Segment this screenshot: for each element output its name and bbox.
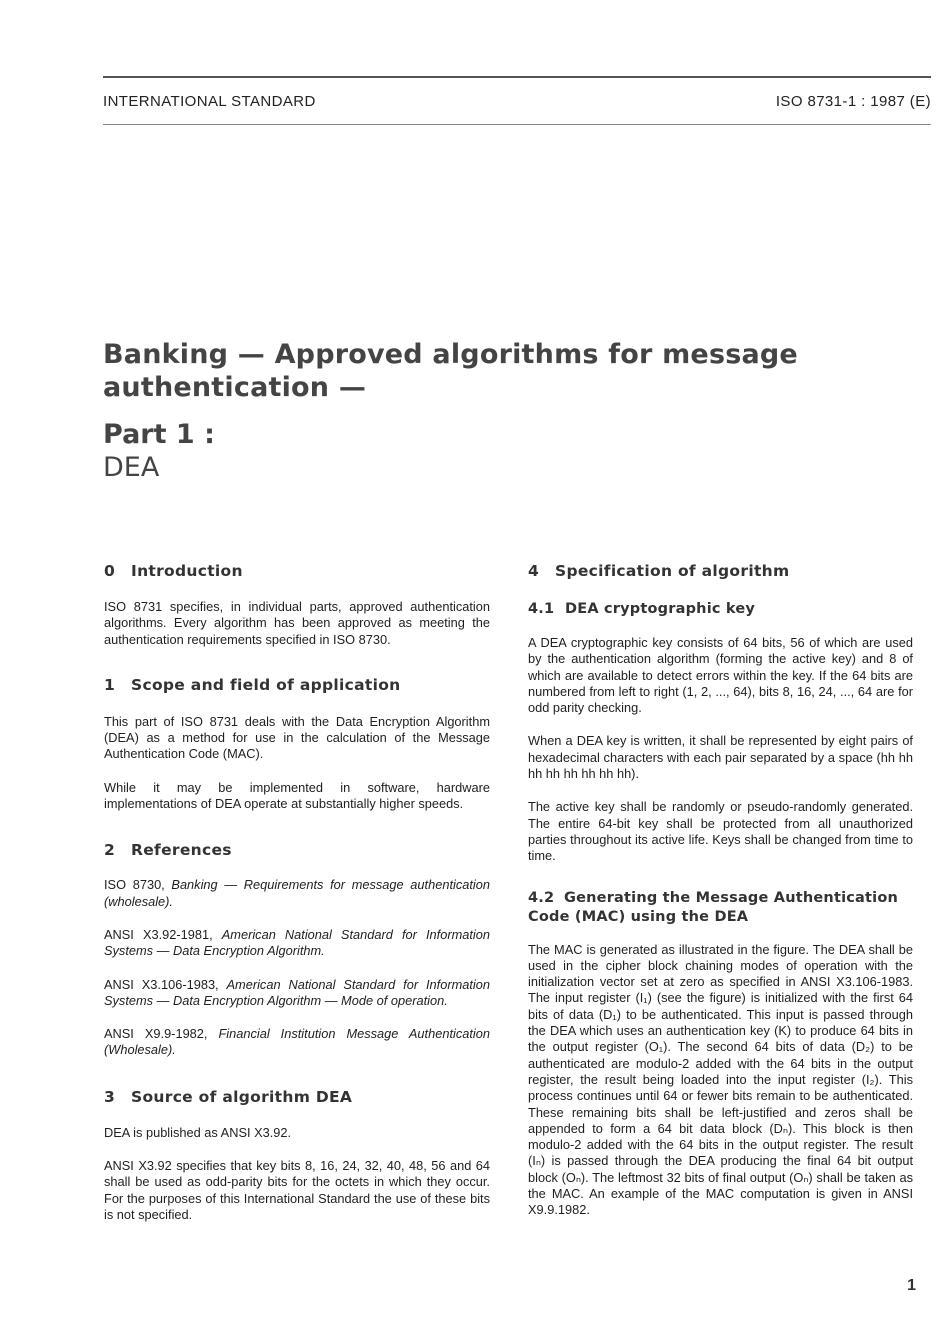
page-number: 1: [907, 1277, 916, 1294]
section-3-paragraph-1: DEA is published as ANSI X3.92.: [104, 1124, 292, 1140]
header-bottom-rule: [103, 124, 931, 125]
section-0-paragraph: ISO 8731 specifies, in individual parts, approved authentication algorithms. Every algorithm has been approved as meeting the authentication requirements specified in ISO 8730.: [104, 599, 490, 647]
section-4-1-paragraph-3: The active key shall be randomly or pseudo-randomly generated. The entire 64-bit key shall be protected from all unauthorized parties throughout its active life. Keys shall be changed from time to time.: [528, 799, 913, 864]
section-4-2-paragraph: The MAC is generated as illustrated in the figure. The DEA shall be used in the cipher block chaining modes of operation with the initialization vector set at zero as specified in ANSI X3.106-1983. The input register (I₁) (see the figure) is initialized with the first 64 bits of data (D₁) to be authenticated. This input is passed through the DEA which uses an authentication key (K) to produce 64 bits in the output register (O₁). The second 64 bits of data (D₂) to be authenticated are modulo-2 added with the 64 bits in the output register, the result being loaded into the input register (I₂). This process continues until 64 or fewer bits remain to be authenticated. These remaining bits shall be left-justified and zeros shall be appended to form a 64 bit data block (Dₙ). This block is then modulo-2 added with the 64 bits in the output register. The result (Iₙ) is passed through the DEA producing the final 64 bit output block (Oₙ). The leftmost 32 bits of final output (Oₙ) shall be taken as the MAC. An example of the MAC computation is given in ANSI X9.9.1982.: [528, 941, 913, 1218]
reference-item: ISO 8730, Banking — Requirements for message authentication (wholesale).: [104, 877, 490, 909]
reference-item: ANSI X3.106-1983, American National Standard for Information Systems — Data Encryption Algorithm — Mode of operation.: [104, 976, 490, 1008]
section-2-heading: 2 References: [104, 841, 232, 860]
standard-number: ISO 8731-1 : 1987 (E): [775, 93, 931, 110]
section-3-paragraph-2: ANSI X3.92 specifies that key bits 8, 16, 24, 32, 40, 48, 56 and 64 shall be used as odd-parity bits for the octets in which they occur. For the purposes of this International Standard the use of these bits is not specified.: [104, 1158, 490, 1222]
reference-item: ANSI X3.92-1981, American National Standard for Information Systems — Data Encryption Algorithm.: [104, 926, 490, 959]
section-4-1-paragraph-1: A DEA cryptographic key consists of 64 bits, 56 of which are used by the authentication algorithm (forming the active key) and 8 of which are available to detect errors within the key. If the 64 bits are numbered from left to right (1, 2, ..., 64), bits 8, 16, 24, ..., 64 are for odd parity checking.: [528, 635, 913, 716]
part-subtitle: DEA: [103, 452, 160, 483]
left-column: [104, 560, 490, 1223]
section-4-1-paragraph-2: When a DEA key is written, it shall be represented by eight pairs of hexadecimal characters with each pair separated by a space (hh hh hh hh hh hh hh hh).: [528, 733, 913, 782]
section-0-heading: 0 Introduction: [104, 562, 243, 580]
section-3-heading: 3 Source of algorithm DEA: [104, 1087, 353, 1106]
title-line-1: Banking — Approved algorithms for message: [103, 339, 798, 370]
section-4-1-heading: 4.1 DEA cryptographic key: [528, 601, 756, 617]
section-4-2-heading: 4.2 Generating the Message Authentication Code (MAC) using the DEA: [528, 889, 899, 925]
reference-item: ANSI X9.9-1982, Financial Institution Message Authentication (Wholesale).: [104, 1026, 490, 1058]
header-top-rule: [103, 76, 931, 78]
part-label: Part 1 :: [103, 419, 215, 450]
title-line-2: authentication —: [103, 372, 367, 403]
document-type: INTERNATIONAL STANDARD: [103, 93, 316, 110]
section-1-heading: 1 Scope and field of application: [104, 675, 401, 694]
section-1-paragraph-1: This part of ISO 8731 deals with the Data Encryption Algorithm (DEA) as a method for use in the calculation of the Message Authentication Code (MAC).: [104, 713, 490, 762]
section-1-paragraph-2: While it may be implemented in software, hardware implementations of DEA operate at substantially higher speeds.: [104, 779, 490, 812]
right-column: [528, 560, 913, 1219]
title-block: [103, 338, 863, 484]
section-4-heading: 4 Specification of algorithm: [528, 562, 790, 580]
